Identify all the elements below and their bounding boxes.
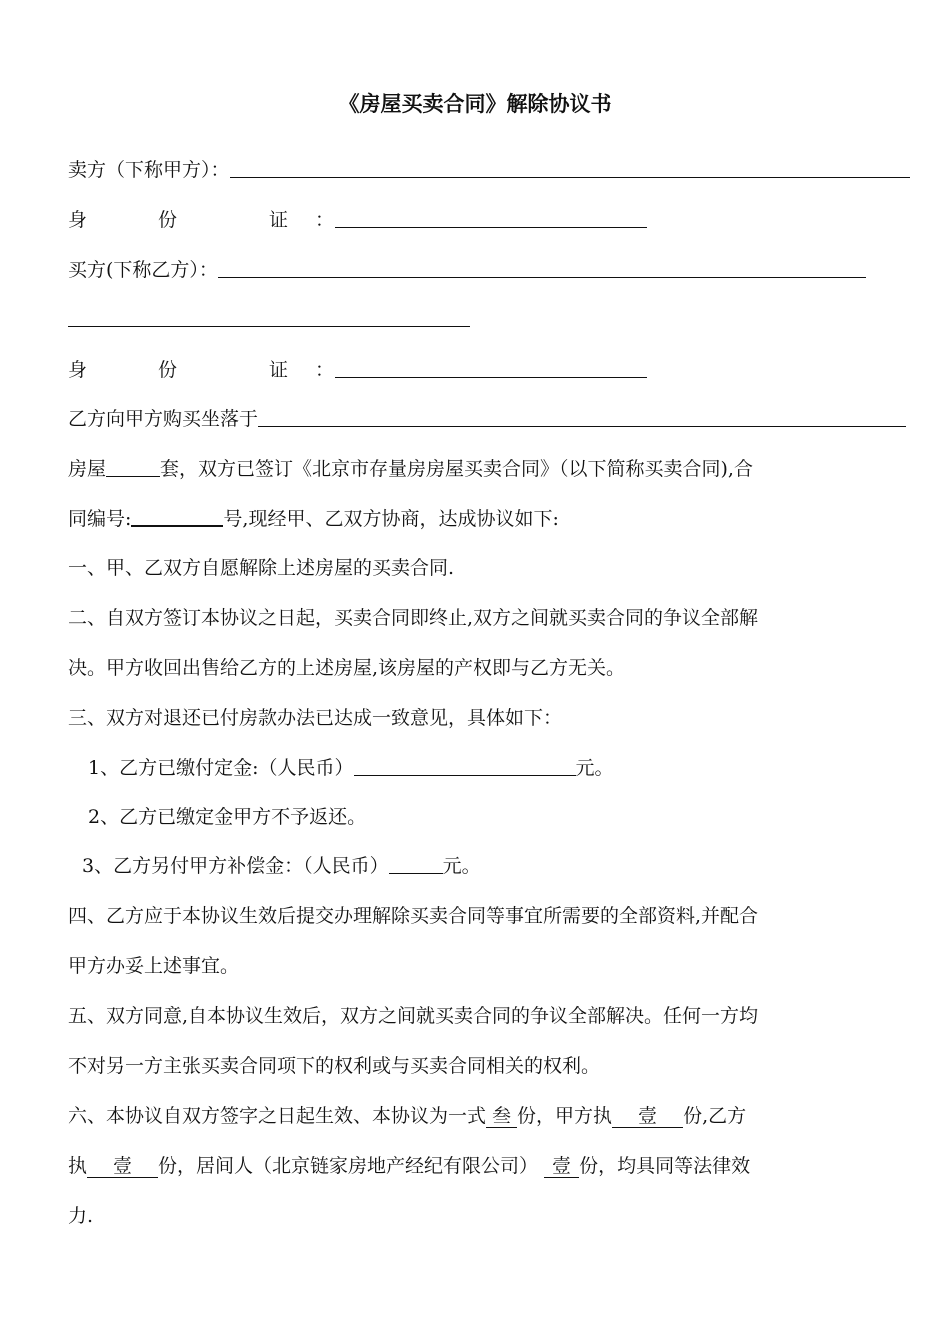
id-char-4: ： [315,209,335,231]
clause-3-2: 2、乙方已缴定金甲方不予返还。 [88,806,367,828]
clause-2-line-1: 二、自双方签订本协议之日起，买卖合同即终止,双方之间就买卖合同的争议全部解 [68,607,759,629]
document-title: 《房屋买卖合同》解除协议书 [338,92,612,116]
property-count-post: 套，双方已签订《北京市存量房房屋买卖合同》（以下简称买卖合同),合 [160,458,753,480]
clause-3-1-unit: 元。 [575,757,614,779]
id-char-2: 份 [158,359,178,381]
deposit-amount-blank[interactable] [354,755,576,776]
buyer-name-blank[interactable] [218,257,866,278]
id-char-3: 证 [269,359,289,381]
broker-copies-value: 壹 [544,1155,579,1178]
party-b-copies-value: 壹 [87,1155,158,1178]
clause-3-3-text: 3、乙方另付甲方补偿金：（人民币） [82,855,389,877]
seller-name-blank[interactable] [230,157,910,178]
seller-line [68,157,910,183]
contract-number-line [68,505,559,532]
buyer-line [68,257,866,283]
clause-6-text-a1: 六、本协议自双方签字之日起生效、本协议为一式 [68,1105,487,1127]
buyer-line-continued [68,306,470,332]
property-address-blank[interactable] [258,406,906,427]
clause-3: 三、双方对退还已付房款办法已达成一致意见，具体如下： [68,707,563,729]
clause-4-line-2: 甲方办妥上述事宜。 [68,955,240,977]
clause-3-3 [82,853,481,879]
seller-id-line [68,207,647,233]
clause-6-text-b3: 份，均具同等法律效 [579,1155,751,1177]
clause-6-text-a3: 份,乙方 [683,1105,747,1127]
property-count-pre: 房屋 [68,458,107,480]
property-count-line [68,456,753,482]
clause-6-text-b2: 份，居间人（北京链家房地产经纪有限公司） [158,1155,539,1177]
property-text: 乙方向甲方购买坐落于 [68,408,259,430]
clause-3-1 [88,755,614,781]
clause-1: 一、甲、乙双方自愿解除上述房屋的买卖合同. [68,557,455,579]
seller-id-blank[interactable] [335,207,647,228]
contract-number-pre: 同编号: [68,508,132,530]
clause-6-text-a2: 份，甲方执 [517,1105,613,1127]
id-char-3: 证 [269,209,289,231]
buyer-name-blank-2[interactable] [68,306,470,327]
property-line [68,406,906,432]
clause-4-line-1: 四、乙方应于本协议生效后提交办理解除买卖合同等事宜所需要的全部资料,并配合 [68,905,759,927]
property-count-blank[interactable] [106,456,160,477]
buyer-id-blank[interactable] [335,357,647,378]
clause-6-line-2 [68,1153,750,1179]
contract-number-post: 号,现经甲、乙双方协商，达成协议如下: [223,508,559,530]
id-char-2: 份 [158,209,178,231]
party-a-copies-value: 壹 [612,1105,683,1128]
id-char-1: 身 [68,209,88,231]
clause-3-3-unit: 元。 [442,855,481,877]
total-copies-value: 叁 [486,1105,517,1128]
clause-3-1-text: 1、乙方已缴付定金:（人民币） [88,757,354,779]
contract-number-blank[interactable] [131,505,223,527]
id-char-4: ： [315,359,335,381]
buyer-id-line [68,357,647,383]
clause-6-text-b1: 执 [68,1155,88,1177]
clause-6-line-3: 力. [68,1205,94,1227]
buyer-label: 买方(下称乙方）： [68,259,218,281]
compensation-amount-blank[interactable] [389,853,443,874]
id-char-1: 身 [68,359,88,381]
clause-5-line-2: 不对另一方主张买卖合同项下的权利或与买卖合同相关的权利。 [68,1055,601,1077]
clause-6-line-1 [68,1103,746,1129]
clause-5-line-1: 五、双方同意,自本协议生效后，双方之间就买卖合同的争议全部解决。任何一方均 [68,1005,759,1027]
clause-2-line-2: 决。甲方收回出售给乙方的上述房屋,该房屋的产权即与乙方无关。 [68,657,626,679]
seller-label: 卖方（下称甲方）： [68,159,230,181]
